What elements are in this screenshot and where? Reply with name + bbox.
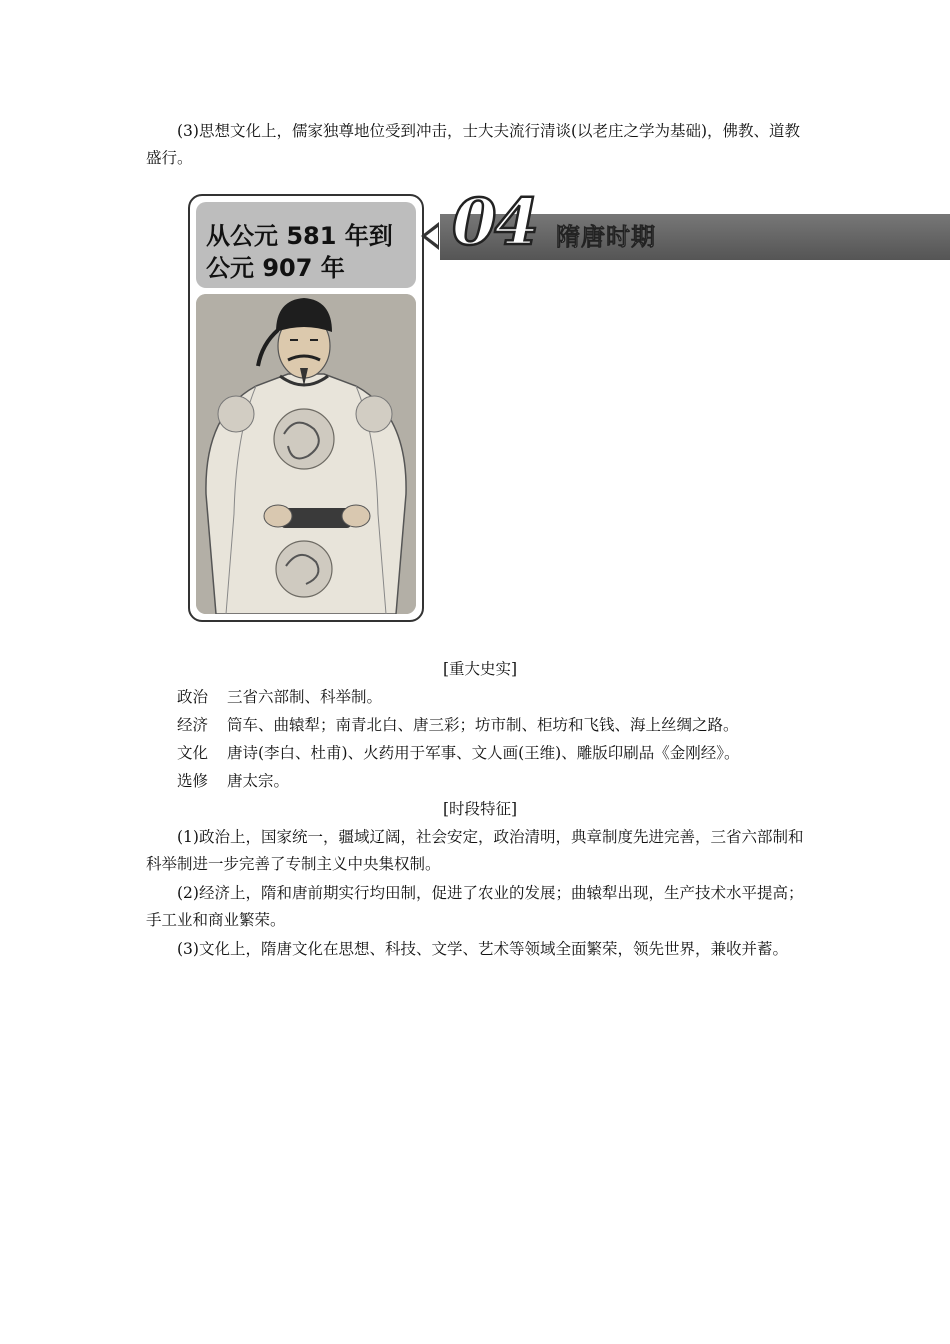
fact-value: 唐太宗。 xyxy=(227,772,290,790)
fact-row xyxy=(177,712,739,739)
section-title: 隋唐时期 xyxy=(556,223,656,251)
feature-paragraph: (1)政治上，国家统一，疆域辽阔，社会安定，政治清明，典章制度先进完善，三省六部制和科举制进一步完善了专制主义中央集权制。 xyxy=(146,828,804,873)
period-label xyxy=(196,202,416,288)
section-number: 04 xyxy=(452,185,538,260)
fact-row xyxy=(177,740,739,767)
period-line-2: 公元 907 年 xyxy=(206,254,345,282)
card-pointer-inner xyxy=(426,227,438,245)
fact-row xyxy=(177,768,289,795)
fact-row xyxy=(177,684,382,711)
fact-key: 选修 xyxy=(177,772,209,790)
fact-key: 政治 xyxy=(177,688,209,706)
fact-value: 唐诗(李白、杜甫)、火药用于军事、文人画(王维)、雕版印刷品《金刚经》。 xyxy=(227,744,740,762)
emperor-portrait-image xyxy=(196,294,416,614)
fact-value: 三省六部制、科举制。 xyxy=(227,688,383,706)
major-facts-heading: [重大史实] xyxy=(442,660,518,678)
period-features-heading: [时段特征] xyxy=(442,800,518,818)
fact-value: 筒车、曲辕犁；南青北白、唐三彩；坊市制、柜坊和飞钱、海上丝绸之路。 xyxy=(227,716,739,734)
fact-key: 经济 xyxy=(177,716,209,734)
period-card xyxy=(188,194,424,622)
period-line-1: 从公元 581 年到 xyxy=(206,222,393,250)
fact-key: 文化 xyxy=(177,744,209,762)
feature-paragraph: (2)经济上，隋和唐前期实行均田制，促进了农业的发展；曲辕犁出现，生产技术水平提高；手工业和商业繁荣。 xyxy=(146,884,804,929)
feature-paragraph: (3)文化上，隋唐文化在思想、科技、文学、艺术等领域全面繁荣，领先世界，兼收并蓄。 xyxy=(177,940,788,958)
intro-paragraph: (3)思想文化上，儒家独尊地位受到冲击，士大夫流行清谈(以老庄之学为基础)，佛教、道教盛行。 xyxy=(146,122,801,167)
